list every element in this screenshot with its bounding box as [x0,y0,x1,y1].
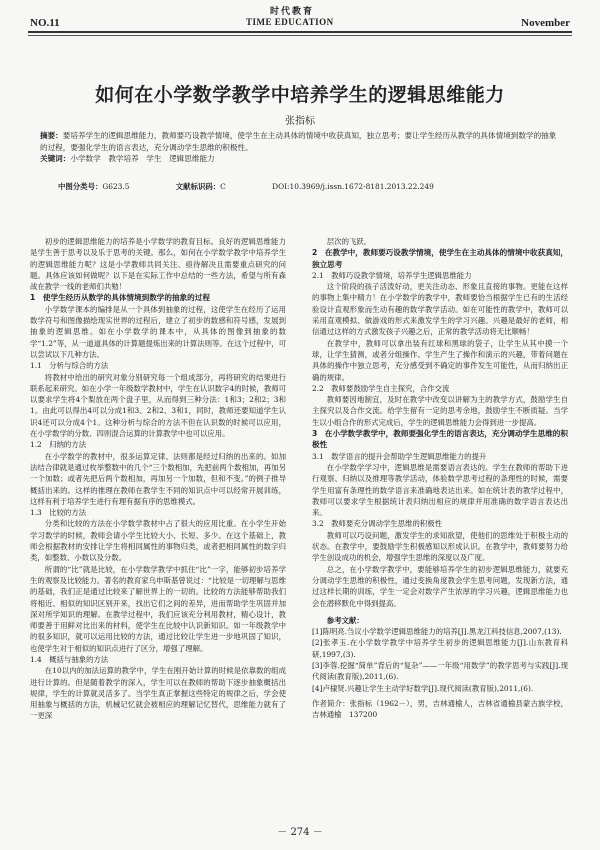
abstract-text: 要培养学生的逻辑思维能力，教师要巧设教学情境，使学生在主动具体的情境中收获真知，独立思考；要让学生经历从教学的具体情境到数学的抽象的过程，要强化学生的语言表达，充分调动学生思维的积极性。 [40,131,557,152]
section-heading-3: 3 在小学数学教学中，教师要强化学生的语言表达，充分调动学生思维的积极性 [312,429,568,450]
subsection-heading-1-1: 1.1 分析与综合的方法 [30,361,109,371]
subsection-heading-3-2: 3.2 教师要充分调动学生思维的积极性 [312,519,443,529]
paragraph: 在小学数学学习中，逻辑思维是需要语言表达的。学生在教师的帮助下进行观察、归纳以及推理等教学活动，体验数学思考过程的条理性的时候，需要学生用富有条理性的数学语言来准确地表达出来。如在统计表的教学过程中，教师可以要求学生根据统计表归纳出相应的规律并用准确的数学语言表达出来。 [312,462,568,518]
issue-number: NO.11 [30,17,60,29]
paragraph: 分类和比较的方法在小学数学教材中占了很大的应用比重。在小学生开始学习数学的时候，教师会请小学生比较大小、长短、多少。在这个基础上，教师会根据教材的安排让学生将相同属性的事物归类，或者把相同属性的数字归类，如整数、小数以及分数。 [30,519,286,563]
article-title: 如何在小学数学教学中培养学生的逻辑思维能力 [95,84,505,106]
clc-label: 中图分类号： [58,182,103,191]
section-heading-2: 2 在教学中，教师要巧设教学情境，使学生在主动具体的情境中收获真知，独立思考 [312,248,568,269]
paragraph: 在10以内的加法运算的教学中，学生在刚开始计算的时候是依靠数的组成进行计算的。但是随着教学的深入，学生可以在教师的帮助下逐步抽象概括出规律，学生的计算就灵活多了。当学生真正掌握这些特定的规律之后，学会使用抽象与概括的方法，机械记忆就会被相应的理解记忆替代，思维能力就有了一更深 [30,666,286,721]
paragraph: 层次的飞跃。 [326,237,372,246]
article-author: 张指标 [285,116,315,127]
keywords-label: 关键词： [40,154,71,163]
header-rule-thick [28,31,572,33]
paragraph: 教师可以巧设问题，激发学生的求知欲望，使他们的思维处于积极主动的状态。在教学中，要鼓励学生积极感知以形成认识。在教学中，教师要努力给学生创设成功的机会，增强学生思维的深度以及广度。 [312,530,568,563]
paragraph: 所谓的“比”就是比较，在小学数学教学中抓住“比”一字，能够初步培养学生的观察及比较能力。著名的教育家乌申斯基曾说过：“比较是一切理解与思维的基础，我们正是通过比较来了解世界上的一切的。比较的方法能够帮助我们将相近、相似的知识区别开来，找出它们之间的差异，进而帮助学生巩固并加深对所学知识的理解。在教学过程中，我们应该充分利用教材，精心设计，教师要善于用鲜对比出来的材料，使学生在比较中认识新知识。如一年级教学中的很多知识，就可以运用比较的方法，通过比较让学生进一步地巩固了知识，也使学生对于相似的知识点进行了区分，增强了理解。 [30,564,286,653]
subsection-heading-1-4: 1.4 概括与抽象的方法 [30,654,109,664]
article-meta [58,181,456,192]
page-number: － 274 － [277,827,323,838]
subsection-heading-2-2: 2.2 教师要鼓励学生自主探究，合作交流 [312,383,450,393]
doc-code-label: 文献标识码： [175,182,221,191]
journal-name: TIME EDUCATION [246,17,334,27]
paragraph: 在小学数学的教材中，很多运算定律、法则都是经过归纳的出来的。如加法结合律就是通过枚举整数中的几个“三个数相加，先把前两个数相加，再加另一个加数；或者先把后两个数相加，再加另一个加数，但和不变。”的例子推导概括出来的。这样的推理在教师在教学生不同的知识点中可以经常开展训练，这样有利于培养学生进行有理有据有序的思维模式。 [30,451,286,506]
right-column [312,236,568,720]
paragraph: 小学数学课本的编排是从一个具体到抽象的过程，这使学生在经历了运用数学符号和图像描绘现实世界的过程后，建立了初步的数感和符号感，发展到抽象的逻辑思维。如在小学数学的课本中，从具体的图像到抽象的数学“1.2”等，从一道道具体的计算题提炼出来的计算法则等。在这个过程中，可以尝试以下几种方法。 [30,304,286,359]
header-rule-thin [28,35,572,36]
subsection-heading-1-2: 1.2 归纳的方法 [30,440,87,450]
journal-logo: 时代教育 [270,7,315,17]
abstract-label: 摘要： [40,131,63,140]
issue-month: November [521,17,570,29]
doi: DOI:10.3969/j.issn.1672-8181.2013.22.249 [272,182,434,191]
reference-item: [3]李蓉.挖掘“简单”背后的“复杂”——一年级“用数学”的教学思考与实践[J].现代阅读(教育版),2011,(6). [312,660,568,682]
section-heading-1: 1 使学生经历从数学的具体情境到数学的抽象的过程 [30,293,210,303]
subsection-heading-2-1: 2.1 教师巧设教学情境，培养学生逻辑思维能力 [312,270,472,280]
reference-item: [1]陈明亮.刍议小学数学逻辑思维能力的培养[J].黑龙江科技信息,2007,(13). [312,627,562,637]
doc-code-value: C [220,182,226,191]
paragraph: 教师要因地制宜，及时在教学中改变以讲解为主的教学方式，鼓励学生自主探究以及合作交流。给学生留有一定的思考余地，鼓励学生不断质疑。当学生以小组合作的形式完成后，学生的逻辑思维能力会得到进一步提高。 [312,395,568,427]
subsection-heading-1-3: 1.3 比较的方法 [30,508,87,518]
reference-item: [2]张孝玉.在小学数学教学中培养学生初步的逻辑思维能力[J].山东教育科研,1997,(3). [312,638,568,659]
references-title: 参考文献： [326,615,364,625]
subsection-heading-3-1: 3.1 数学语言的提升会帮助学生逻辑思维能力的提升 [312,451,487,461]
paragraph: 将教材中给出的研究对象分别研究每一个组成部分，再将研究的结果进行联系起来研究。如在小学一年级数学教材中，学生在认识数字4的时候，教师可以要求学生将4个梨放在两个盘子里，从而得到三种分法：1和3；2和2；3和1。由此可以得出4可以分成1和3、2和2、3和1，同时，教师还要知道学生认识4还可以分成4个1。这种分析与综合的方法不但在认识数的时候可以应用，在小学数学的分数、四则混合运算的计算教学中也可以应用。 [30,372,286,439]
left-column [30,236,286,722]
paragraph: 这个阶段的孩子活泼好动，更关注动态、形象且直接的事物。更能在这样的事物上集中精力！在小学数学的教学中，教师要恰当根据学生已有的生活经验设计直观形象而生动有趣的数学教学活动。如在可能性的教学中，教师可以采用直观模拟、做游戏的形式来激发学生的学习兴趣。兴趣是最好的老师，相信通过这样的方式激发孩子兴趣之后，正常的教学活动将无比顺畅！ [312,282,568,337]
paragraph: 总之，在小学数学教学中，要能够培养学生的初步逻辑思维能力，就要充分调动学生思维的积极性，通过变换角度教会学生思考问题，发现新方法，通过这样长期的训练，学生一定会对数学产生浓厚的学习兴趣，逻辑思维能力也会在潜移默化中得到提高。 [312,564,568,608]
paragraph: 初步的逻辑思维能力的培养是小学数学的教育目标。良好的逻辑思维能力是学生善于思考以及乐于思考的关键。那么，如何在小学数学教学中培养学生的逻辑思维能力呢？这是小学教师共同关注、亟待解决且需要重点研究的问题。具体应该如何做呢？以下是在实际工作中总结的一些方法，希望与所有森战在教学一线的老师们共勉！ [30,237,286,292]
abstract [40,130,562,165]
clc-value: G623.5 [102,182,130,191]
keywords-text: 小学数学 教学培养 学生 逻辑思维能力 [70,154,215,163]
paragraph: 在教学中，教师可以拿出装有红球和黑球的袋子，让学生从其中摸一个球，让学生猜测，或者分组操作。学生产生了操作和演示的兴趣，带着问题在具体的操作中独立思考，充分感受到不确定的事件发生可能性，从而归纳出正确的规律。 [312,338,568,382]
author-note: 作者简介：张指标（1962－），男，吉林通榆人，吉林省通榆县蒙古族学校，吉林通榆 137200 [312,698,568,720]
reference-item: [4]卢棣贤.兴趣让学生主动学好数学[J].现代阅读(教育版),2011,(6). [312,683,534,693]
